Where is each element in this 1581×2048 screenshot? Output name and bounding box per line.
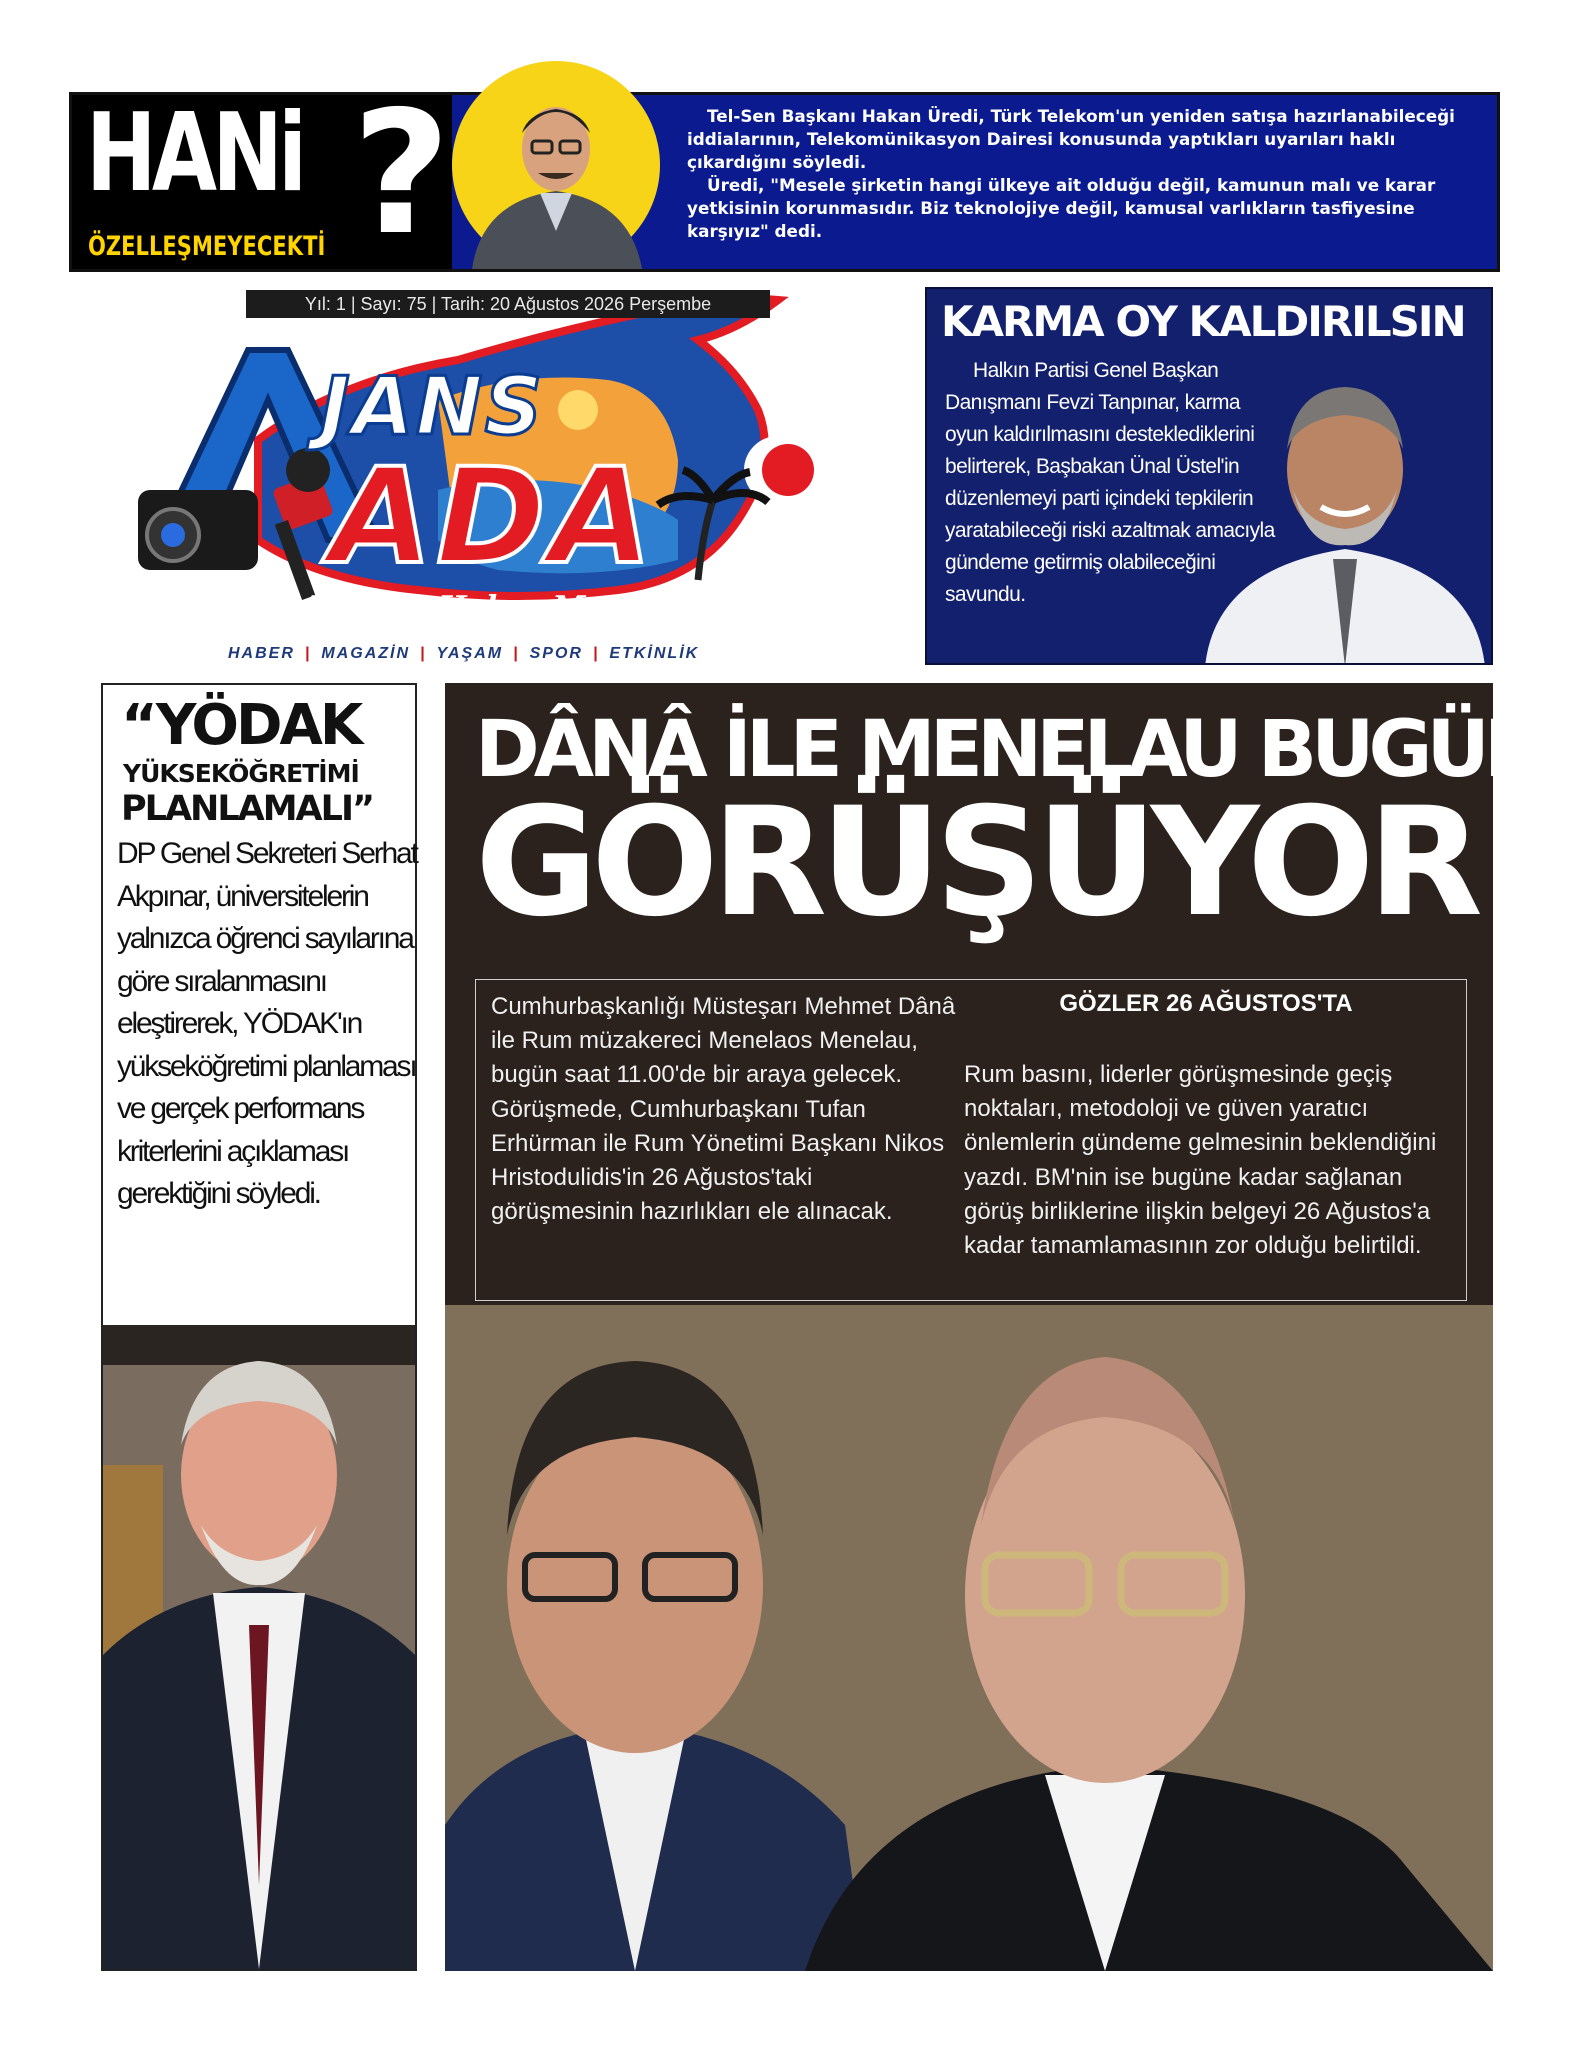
karma-text-wrap [945, 355, 1275, 611]
main-story-right-text: Rum basını, liderler görüşmesinde geçiş noktaları, metodoloji ve güven yaratıcı önlemlerin gündeme gelmesinin beklendiğini yazdı. BM'nin ise bugüne kadar sağlanan görüş birliklerine ilişkin belgeyi 26 Ağustos'a kadar tamamlamasının zor olduğu belirtildi. [964, 1061, 1437, 1260]
dana-menelau-photo [445, 1305, 1493, 1971]
section-nav [228, 645, 699, 663]
question-mark: ? [352, 75, 451, 273]
section-yasam[interactable]: YAŞAM [436, 645, 504, 662]
main-story [445, 683, 1544, 1305]
section-magazin[interactable]: MAGAZİN [321, 645, 411, 662]
hani-article-text [687, 105, 1487, 243]
yodak-story [101, 683, 417, 1971]
section-separator: | [420, 645, 427, 662]
logo-word-ajans: JANS [320, 360, 545, 453]
section-separator: | [304, 645, 312, 662]
hani-headline-box [72, 75, 452, 273]
yodak-text: DP Genel Sekreteri Serhat Akpınar, üniversitelerin yalnızca öğrenci sayılarına göre sıralanmasını eleştirerek, YÖDAK'ın yükseköğretimi planlaması ve gerçek performans kriterlerini açıklaması gerektiğini söyledi. [117, 837, 417, 1210]
issue-info-bar: Yıl: 1 | Sayı: 75 | Tarih: 20 Ağustos 2026 Perşembe [246, 290, 770, 318]
yodak-headline-line-2: YÜKSEKÖĞRETİMİ [123, 759, 359, 788]
main-story-subhead: GÖZLER 26 AĞUSTOS'TA [1059, 990, 1353, 1017]
hakan-uredi-photo [452, 61, 660, 269]
main-headline-line-1: DÂNÂ İLE MENELAU BUGÜN [475, 705, 1544, 795]
section-etkinlik[interactable]: ETKİNLİK [609, 645, 700, 662]
main-story-left-text: Cumhurbaşkanlığı Müsteşarı Mehmet Dânâ ile Rum müzakereci Menelaos Menelau, bugün saat 11.00'de bir araya gelecek. Görüşmede, Cumhurbaşkanı Tufan Erhürman ile Rum Yönetimi Başkanı Nikos Hristodulidis'in 26 Ağustos'taki görüşmesinin hazırlıkları ele alınacak. [491, 993, 956, 1226]
serhat-akpinar-photo [103, 1325, 415, 1969]
hani-title: HANi [86, 91, 303, 216]
hani-paragraph-1: Tel-Sen Başkanı Hakan Üredi, Türk Telekom'un yeniden satışa hazırlanabileceği iddialarının, Telekomünikasyon Dairesi konusunda yaptıkları uyarıları haklı çıkardığını söyledi. [687, 106, 1455, 172]
section-separator: | [513, 645, 520, 662]
logo-tagline: Ada'nın Haber Merkezi [300, 590, 689, 625]
hani-paragraph-2: Üredi, "Mesele şirketin hangi ülkeye ait olduğu değil, kamunun malı ve karar yetkisinin korunmasıdır. Biz teknolojiye değil, kamusal varlıkların tasfiyesine karşıyız" dedi. [687, 175, 1436, 241]
yodak-headline-line-3: PLANLAMALI” [121, 789, 373, 829]
logo-word-ada: ADA [330, 440, 656, 594]
yodak-headline-line-1: “YÖDAK [121, 693, 361, 758]
karma-title: KARMA OY KALDIRILSIN [941, 297, 1465, 346]
section-spor[interactable]: SPOR [529, 645, 583, 662]
hani-subtitle: ÖZELLEŞMEYECEKTİ [88, 231, 326, 262]
main-headline-line-2: GÖRÜŞÜYOR [475, 776, 1477, 950]
section-separator: | [592, 645, 600, 662]
top-news-banner [69, 75, 1500, 273]
karma-text: Halkın Partisi Genel Başkan Danışmanı Fevzi Tanpınar, karma oyun kaldırılmasını desteklediklerini belirterek, Başbakan Ünal Üstel'in düzenlemeyi parti içindeki tepkilerin yaratabileceği riski azaltmak amacıyla gündeme getirmiş olabileceğini savundu. [945, 359, 1275, 606]
karma-oy-story [925, 287, 1493, 665]
main-story-body [475, 979, 1467, 1301]
section-haber[interactable]: HABER [228, 645, 295, 662]
